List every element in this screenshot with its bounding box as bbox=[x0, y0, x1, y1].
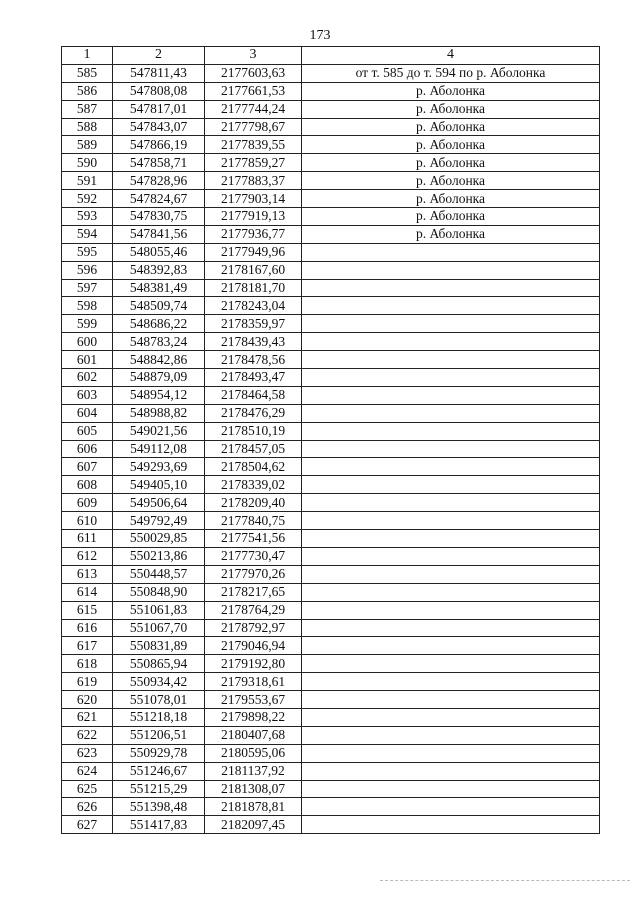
description-cell bbox=[302, 315, 600, 333]
x-coordinate-cell: 549293,69 bbox=[113, 458, 205, 476]
y-coordinate-cell: 2178339,02 bbox=[205, 476, 302, 494]
point-number-cell: 588 bbox=[62, 118, 113, 136]
description-cell bbox=[302, 744, 600, 762]
description-cell bbox=[302, 565, 600, 583]
description-cell bbox=[302, 726, 600, 744]
point-number-cell: 603 bbox=[62, 386, 113, 404]
description-cell bbox=[302, 655, 600, 673]
table-row bbox=[62, 798, 600, 816]
point-number-cell: 593 bbox=[62, 208, 113, 226]
table-row bbox=[62, 154, 600, 172]
x-coordinate-cell: 547866,19 bbox=[113, 136, 205, 154]
point-number-cell: 612 bbox=[62, 547, 113, 565]
y-coordinate-cell: 2180407,68 bbox=[205, 726, 302, 744]
table-row bbox=[62, 333, 600, 351]
point-number-cell: 598 bbox=[62, 297, 113, 315]
x-coordinate-cell: 547808,08 bbox=[113, 82, 205, 100]
y-coordinate-cell: 2178493,47 bbox=[205, 369, 302, 387]
table-row bbox=[62, 261, 600, 279]
x-coordinate-cell: 551061,83 bbox=[113, 601, 205, 619]
y-coordinate-cell: 2178457,05 bbox=[205, 440, 302, 458]
description-cell bbox=[302, 583, 600, 601]
point-number-cell: 610 bbox=[62, 512, 113, 530]
table-row bbox=[62, 136, 600, 154]
point-number-cell: 607 bbox=[62, 458, 113, 476]
table-row bbox=[62, 422, 600, 440]
x-coordinate-cell: 551398,48 bbox=[113, 798, 205, 816]
y-coordinate-cell: 2177541,56 bbox=[205, 530, 302, 548]
point-number-cell: 602 bbox=[62, 369, 113, 387]
table-row bbox=[62, 118, 600, 136]
y-coordinate-cell: 2179318,61 bbox=[205, 673, 302, 691]
table-row bbox=[62, 816, 600, 834]
description-cell bbox=[302, 673, 600, 691]
y-coordinate-cell: 2179046,94 bbox=[205, 637, 302, 655]
point-number-cell: 619 bbox=[62, 673, 113, 691]
y-coordinate-cell: 2177839,55 bbox=[205, 136, 302, 154]
x-coordinate-cell: 550865,94 bbox=[113, 655, 205, 673]
y-coordinate-cell: 2179553,67 bbox=[205, 691, 302, 709]
table-row bbox=[62, 512, 600, 530]
coordinates-table bbox=[61, 46, 600, 834]
x-coordinate-cell: 548954,12 bbox=[113, 386, 205, 404]
y-coordinate-cell: 2178476,29 bbox=[205, 404, 302, 422]
x-coordinate-cell: 548686,22 bbox=[113, 315, 205, 333]
point-number-cell: 618 bbox=[62, 655, 113, 673]
table-row bbox=[62, 637, 600, 655]
x-coordinate-cell: 550934,42 bbox=[113, 673, 205, 691]
x-coordinate-cell: 551206,51 bbox=[113, 726, 205, 744]
x-coordinate-cell: 548783,24 bbox=[113, 333, 205, 351]
table-row bbox=[62, 673, 600, 691]
x-coordinate-cell: 551078,01 bbox=[113, 691, 205, 709]
column-header-x: 2 bbox=[113, 47, 205, 65]
column-header-y: 3 bbox=[205, 47, 302, 65]
description-cell bbox=[302, 530, 600, 548]
table-row bbox=[62, 619, 600, 637]
table-row bbox=[62, 547, 600, 565]
table-row bbox=[62, 100, 600, 118]
description-cell bbox=[302, 637, 600, 655]
y-coordinate-cell: 2178510,19 bbox=[205, 422, 302, 440]
y-coordinate-cell: 2177949,96 bbox=[205, 243, 302, 261]
point-number-cell: 620 bbox=[62, 691, 113, 709]
description-cell bbox=[302, 780, 600, 798]
table-row bbox=[62, 386, 600, 404]
x-coordinate-cell: 550448,57 bbox=[113, 565, 205, 583]
point-number-cell: 624 bbox=[62, 762, 113, 780]
x-coordinate-cell: 547828,96 bbox=[113, 172, 205, 190]
table-row bbox=[62, 494, 600, 512]
point-number-cell: 597 bbox=[62, 279, 113, 297]
x-coordinate-cell: 548879,09 bbox=[113, 369, 205, 387]
point-number-cell: 627 bbox=[62, 816, 113, 834]
description-cell: р. Аболонка bbox=[302, 136, 600, 154]
x-coordinate-cell: 548381,49 bbox=[113, 279, 205, 297]
scan-artifact-line bbox=[380, 880, 630, 881]
description-cell bbox=[302, 547, 600, 565]
x-coordinate-cell: 549405,10 bbox=[113, 476, 205, 494]
description-cell bbox=[302, 494, 600, 512]
point-number-cell: 611 bbox=[62, 530, 113, 548]
x-coordinate-cell: 548988,82 bbox=[113, 404, 205, 422]
table-row bbox=[62, 565, 600, 583]
table-row bbox=[62, 190, 600, 208]
x-coordinate-cell: 551218,18 bbox=[113, 708, 205, 726]
table-row bbox=[62, 225, 600, 243]
y-coordinate-cell: 2177883,37 bbox=[205, 172, 302, 190]
description-cell bbox=[302, 691, 600, 709]
y-coordinate-cell: 2177798,67 bbox=[205, 118, 302, 136]
point-number-cell: 585 bbox=[62, 64, 113, 82]
description-cell bbox=[302, 386, 600, 404]
header-row bbox=[62, 47, 600, 65]
description-cell bbox=[302, 351, 600, 369]
description-cell bbox=[302, 762, 600, 780]
table-header bbox=[62, 47, 600, 65]
table-row bbox=[62, 601, 600, 619]
x-coordinate-cell: 547811,43 bbox=[113, 64, 205, 82]
point-number-cell: 608 bbox=[62, 476, 113, 494]
y-coordinate-cell: 2177730,47 bbox=[205, 547, 302, 565]
description-cell bbox=[302, 279, 600, 297]
table-row bbox=[62, 780, 600, 798]
y-coordinate-cell: 2177744,24 bbox=[205, 100, 302, 118]
description-cell: р. Аболонка bbox=[302, 82, 600, 100]
x-coordinate-cell: 547824,67 bbox=[113, 190, 205, 208]
table-row bbox=[62, 315, 600, 333]
point-number-cell: 613 bbox=[62, 565, 113, 583]
y-coordinate-cell: 2178167,60 bbox=[205, 261, 302, 279]
table-row bbox=[62, 172, 600, 190]
table-row bbox=[62, 64, 600, 82]
table-row bbox=[62, 208, 600, 226]
point-number-cell: 622 bbox=[62, 726, 113, 744]
table-row bbox=[62, 708, 600, 726]
x-coordinate-cell: 550029,85 bbox=[113, 530, 205, 548]
x-coordinate-cell: 551246,67 bbox=[113, 762, 205, 780]
point-number-cell: 595 bbox=[62, 243, 113, 261]
table-row bbox=[62, 476, 600, 494]
x-coordinate-cell: 550848,90 bbox=[113, 583, 205, 601]
point-number-cell: 590 bbox=[62, 154, 113, 172]
x-coordinate-cell: 549112,08 bbox=[113, 440, 205, 458]
point-number-cell: 626 bbox=[62, 798, 113, 816]
table-body bbox=[62, 64, 600, 833]
x-coordinate-cell: 550213,86 bbox=[113, 547, 205, 565]
description-cell bbox=[302, 333, 600, 351]
description-cell bbox=[302, 816, 600, 834]
description-cell bbox=[302, 261, 600, 279]
y-coordinate-cell: 2177840,75 bbox=[205, 512, 302, 530]
description-cell bbox=[302, 512, 600, 530]
description-cell: р. Аболонка bbox=[302, 172, 600, 190]
x-coordinate-cell: 548392,83 bbox=[113, 261, 205, 279]
x-coordinate-cell: 547841,56 bbox=[113, 225, 205, 243]
y-coordinate-cell: 2179192,80 bbox=[205, 655, 302, 673]
y-coordinate-cell: 2181878,81 bbox=[205, 798, 302, 816]
y-coordinate-cell: 2177603,63 bbox=[205, 64, 302, 82]
y-coordinate-cell: 2177661,53 bbox=[205, 82, 302, 100]
point-number-cell: 615 bbox=[62, 601, 113, 619]
x-coordinate-cell: 551215,29 bbox=[113, 780, 205, 798]
description-cell: р. Аболонка bbox=[302, 208, 600, 226]
y-coordinate-cell: 2181308,07 bbox=[205, 780, 302, 798]
y-coordinate-cell: 2181137,92 bbox=[205, 762, 302, 780]
point-number-cell: 623 bbox=[62, 744, 113, 762]
point-number-cell: 601 bbox=[62, 351, 113, 369]
y-coordinate-cell: 2178181,70 bbox=[205, 279, 302, 297]
y-coordinate-cell: 2178792,97 bbox=[205, 619, 302, 637]
table-row bbox=[62, 530, 600, 548]
y-coordinate-cell: 2182097,45 bbox=[205, 816, 302, 834]
y-coordinate-cell: 2177903,14 bbox=[205, 190, 302, 208]
x-coordinate-cell: 548509,74 bbox=[113, 297, 205, 315]
point-number-cell: 609 bbox=[62, 494, 113, 512]
y-coordinate-cell: 2178464,58 bbox=[205, 386, 302, 404]
x-coordinate-cell: 549021,56 bbox=[113, 422, 205, 440]
table-row bbox=[62, 726, 600, 744]
point-number-cell: 591 bbox=[62, 172, 113, 190]
point-number-cell: 586 bbox=[62, 82, 113, 100]
point-number-cell: 616 bbox=[62, 619, 113, 637]
x-coordinate-cell: 547843,07 bbox=[113, 118, 205, 136]
table-row bbox=[62, 404, 600, 422]
description-cell bbox=[302, 243, 600, 261]
description-cell bbox=[302, 798, 600, 816]
column-header-point: 1 bbox=[62, 47, 113, 65]
x-coordinate-cell: 547858,71 bbox=[113, 154, 205, 172]
table-row bbox=[62, 655, 600, 673]
x-coordinate-cell: 551067,70 bbox=[113, 619, 205, 637]
y-coordinate-cell: 2177859,27 bbox=[205, 154, 302, 172]
x-coordinate-cell: 550929,78 bbox=[113, 744, 205, 762]
description-cell: от т. 585 до т. 594 по р. Аболонка bbox=[302, 64, 600, 82]
table-row bbox=[62, 297, 600, 315]
x-coordinate-cell: 549506,64 bbox=[113, 494, 205, 512]
y-coordinate-cell: 2178243,04 bbox=[205, 297, 302, 315]
description-cell bbox=[302, 476, 600, 494]
description-cell bbox=[302, 369, 600, 387]
table-row bbox=[62, 583, 600, 601]
point-number-cell: 589 bbox=[62, 136, 113, 154]
x-coordinate-cell: 551417,83 bbox=[113, 816, 205, 834]
y-coordinate-cell: 2178217,65 bbox=[205, 583, 302, 601]
point-number-cell: 625 bbox=[62, 780, 113, 798]
x-coordinate-cell: 548842,86 bbox=[113, 351, 205, 369]
y-coordinate-cell: 2178359,97 bbox=[205, 315, 302, 333]
point-number-cell: 604 bbox=[62, 404, 113, 422]
description-cell: р. Аболонка bbox=[302, 100, 600, 118]
description-cell: р. Аболонка bbox=[302, 118, 600, 136]
point-number-cell: 614 bbox=[62, 583, 113, 601]
description-cell bbox=[302, 422, 600, 440]
description-cell: р. Аболонка bbox=[302, 154, 600, 172]
table-row bbox=[62, 351, 600, 369]
point-number-cell: 587 bbox=[62, 100, 113, 118]
table-row bbox=[62, 440, 600, 458]
table-row bbox=[62, 744, 600, 762]
description-cell bbox=[302, 601, 600, 619]
table-row bbox=[62, 243, 600, 261]
x-coordinate-cell: 550831,89 bbox=[113, 637, 205, 655]
x-coordinate-cell: 548055,46 bbox=[113, 243, 205, 261]
x-coordinate-cell: 549792,49 bbox=[113, 512, 205, 530]
table-row bbox=[62, 691, 600, 709]
point-number-cell: 621 bbox=[62, 708, 113, 726]
point-number-cell: 592 bbox=[62, 190, 113, 208]
y-coordinate-cell: 2179898,22 bbox=[205, 708, 302, 726]
point-number-cell: 600 bbox=[62, 333, 113, 351]
description-cell bbox=[302, 619, 600, 637]
point-number-cell: 596 bbox=[62, 261, 113, 279]
page-number: 173 bbox=[309, 28, 331, 43]
y-coordinate-cell: 2177970,26 bbox=[205, 565, 302, 583]
y-coordinate-cell: 2178478,56 bbox=[205, 351, 302, 369]
point-number-cell: 606 bbox=[62, 440, 113, 458]
description-cell: р. Аболонка bbox=[302, 190, 600, 208]
point-number-cell: 599 bbox=[62, 315, 113, 333]
description-cell bbox=[302, 440, 600, 458]
x-coordinate-cell: 547830,75 bbox=[113, 208, 205, 226]
y-coordinate-cell: 2177919,13 bbox=[205, 208, 302, 226]
y-coordinate-cell: 2178764,29 bbox=[205, 601, 302, 619]
y-coordinate-cell: 2178439,43 bbox=[205, 333, 302, 351]
point-number-cell: 605 bbox=[62, 422, 113, 440]
y-coordinate-cell: 2177936,77 bbox=[205, 225, 302, 243]
column-header-description: 4 bbox=[302, 47, 600, 65]
x-coordinate-cell: 547817,01 bbox=[113, 100, 205, 118]
table-row bbox=[62, 458, 600, 476]
table-row bbox=[62, 369, 600, 387]
description-cell: р. Аболонка bbox=[302, 225, 600, 243]
description-cell bbox=[302, 458, 600, 476]
point-number-cell: 617 bbox=[62, 637, 113, 655]
description-cell bbox=[302, 708, 600, 726]
description-cell bbox=[302, 404, 600, 422]
table-row bbox=[62, 762, 600, 780]
table-row bbox=[62, 279, 600, 297]
y-coordinate-cell: 2178504,62 bbox=[205, 458, 302, 476]
description-cell bbox=[302, 297, 600, 315]
table-row bbox=[62, 82, 600, 100]
y-coordinate-cell: 2178209,40 bbox=[205, 494, 302, 512]
y-coordinate-cell: 2180595,06 bbox=[205, 744, 302, 762]
point-number-cell: 594 bbox=[62, 225, 113, 243]
